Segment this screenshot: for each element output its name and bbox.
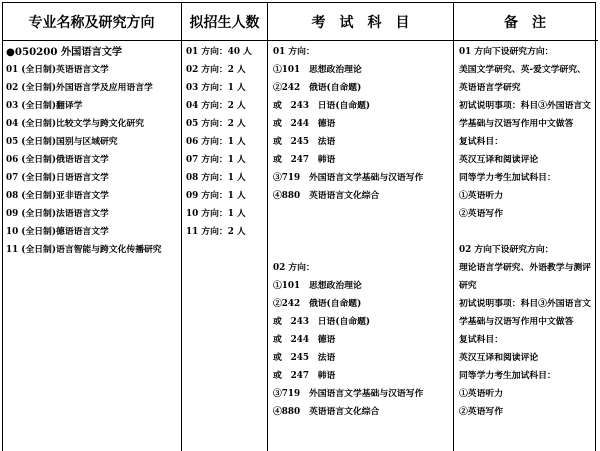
note-line: 复试科目： xyxy=(459,335,503,345)
header-exam-subjects: 考 试 科 目 xyxy=(311,15,410,31)
exam-subject: 或 243 日语(自命题) xyxy=(273,101,371,111)
note-line: ②英语写作 xyxy=(459,407,503,417)
note-line: ②英语写作 xyxy=(459,209,503,219)
note-line: 英汉互译和阅读评论 xyxy=(459,155,539,165)
enrollment-item: 04 方向：2 人 xyxy=(186,101,246,111)
note-line: 02 方向下设研究方向： xyxy=(459,245,554,255)
header-notes: 备 注 xyxy=(504,15,546,31)
direction-item: 08 (全日制)亚非语言文学 xyxy=(6,191,109,201)
direction-item: 07 (全日制)日语语言文学 xyxy=(6,173,109,183)
direction-item: 03 (全日制)翻译学 xyxy=(6,101,83,111)
exam-subject: 或 247 韩语 xyxy=(273,155,336,165)
exam-direction-label: 01 方向： xyxy=(273,47,315,57)
exam-subject: ③719 外国语言文学基础与汉语写作 xyxy=(273,389,424,399)
note-line: 美国文学研究、英-爱文学研究、英语语言学研究 xyxy=(459,65,586,93)
note-line: 理论语言学研究、外语教学与测评研究 xyxy=(459,263,591,291)
enrollment-item: 03 方向：1 人 xyxy=(186,83,246,93)
exam-subject: 或 243 日语(自命题) xyxy=(273,317,371,327)
enrollment-item: 11 方向：2 人 xyxy=(186,227,246,237)
header-enrollment: 拟招生人数 xyxy=(189,15,260,31)
enrollment-column xyxy=(186,43,266,241)
column-divider-3 xyxy=(453,2,454,451)
exam-subject: ④880 英语语言文化综合 xyxy=(273,407,380,417)
exam-subject: 或 245 法语 xyxy=(273,137,336,147)
enrollment-item: 09 方向：1 人 xyxy=(186,191,246,201)
exam-subject: 或 247 韩语 xyxy=(273,371,336,381)
note-line: 初试说明事项：科目③外国语言文学基础与汉语写作用中文做答 xyxy=(459,101,591,129)
column-divider-2 xyxy=(267,2,268,451)
exam-subject: ①101 思想政治理论 xyxy=(273,281,362,291)
exam-subject: ④880 英语语言文化综合 xyxy=(273,191,380,201)
direction-item: 10 (全日制)德语语言文学 xyxy=(6,227,109,237)
enrollment-item: 07 方向：1 人 xyxy=(186,155,246,165)
direction-item: 05 (全日制)国别与区域研究 xyxy=(6,137,118,147)
note-line: ①英语听力 xyxy=(459,389,503,399)
exam-subject: 或 244 德语 xyxy=(273,119,336,129)
note-line: ①英语听力 xyxy=(459,191,503,201)
header-major: 专业名称及研究方向 xyxy=(28,15,155,31)
direction-item: 04 (全日制)比较文学与跨文化研究 xyxy=(6,119,144,129)
exam-direction-label: 02 方向： xyxy=(273,263,315,273)
exam-subject: 或 245 法语 xyxy=(273,353,336,363)
direction-item: 06 (全日制)俄语语言文学 xyxy=(6,155,109,165)
column-divider-1 xyxy=(181,2,182,451)
major-title: ●050200 外国语言文学 xyxy=(6,46,123,58)
note-line: 复试科目： xyxy=(459,137,503,147)
note-line: 英汉互译和阅读评论 xyxy=(459,353,539,363)
exam-column xyxy=(273,43,451,421)
direction-item: 11 (全日制)语言智能与跨文化传播研究 xyxy=(6,245,162,255)
direction-item: 09 (全日制)法语语言文学 xyxy=(6,209,109,219)
direction-item: 02 (全日制)外国语言学及应用语言学 xyxy=(6,83,153,93)
enrollment-item: 05 方向：2 人 xyxy=(186,119,246,129)
note-line: 初试说明事项：科目③外国语言文学基础与汉语写作用中文做答 xyxy=(459,299,591,327)
exam-subject: 或 244 德语 xyxy=(273,335,336,345)
exam-subject: ②242 俄语(自命题) xyxy=(273,299,362,309)
exam-subject: ①101 思想政治理论 xyxy=(273,65,362,75)
enrollment-item: 08 方向：1 人 xyxy=(186,173,246,183)
enrollment-item: 02 方向：2 人 xyxy=(186,65,246,75)
header-divider xyxy=(2,40,598,41)
direction-item: 01 (全日制)英语语言文学 xyxy=(6,65,109,75)
enrollment-item: 06 方向：1 人 xyxy=(186,137,246,147)
note-line: 同等学力考生加试科目： xyxy=(459,173,556,183)
note-line: 同等学力考生加试科目： xyxy=(459,371,556,381)
major-column xyxy=(6,43,178,259)
enrollment-item: 10 方向：1 人 xyxy=(186,209,246,219)
enrollment-item: 01 方向：40 人 xyxy=(186,47,252,57)
exam-subject: ②242 俄语(自命题) xyxy=(273,83,362,93)
note-line: 01 方向下设研究方向： xyxy=(459,47,554,57)
notes-column xyxy=(459,43,593,421)
exam-subject: ③719 外国语言文学基础与汉语写作 xyxy=(273,173,424,183)
